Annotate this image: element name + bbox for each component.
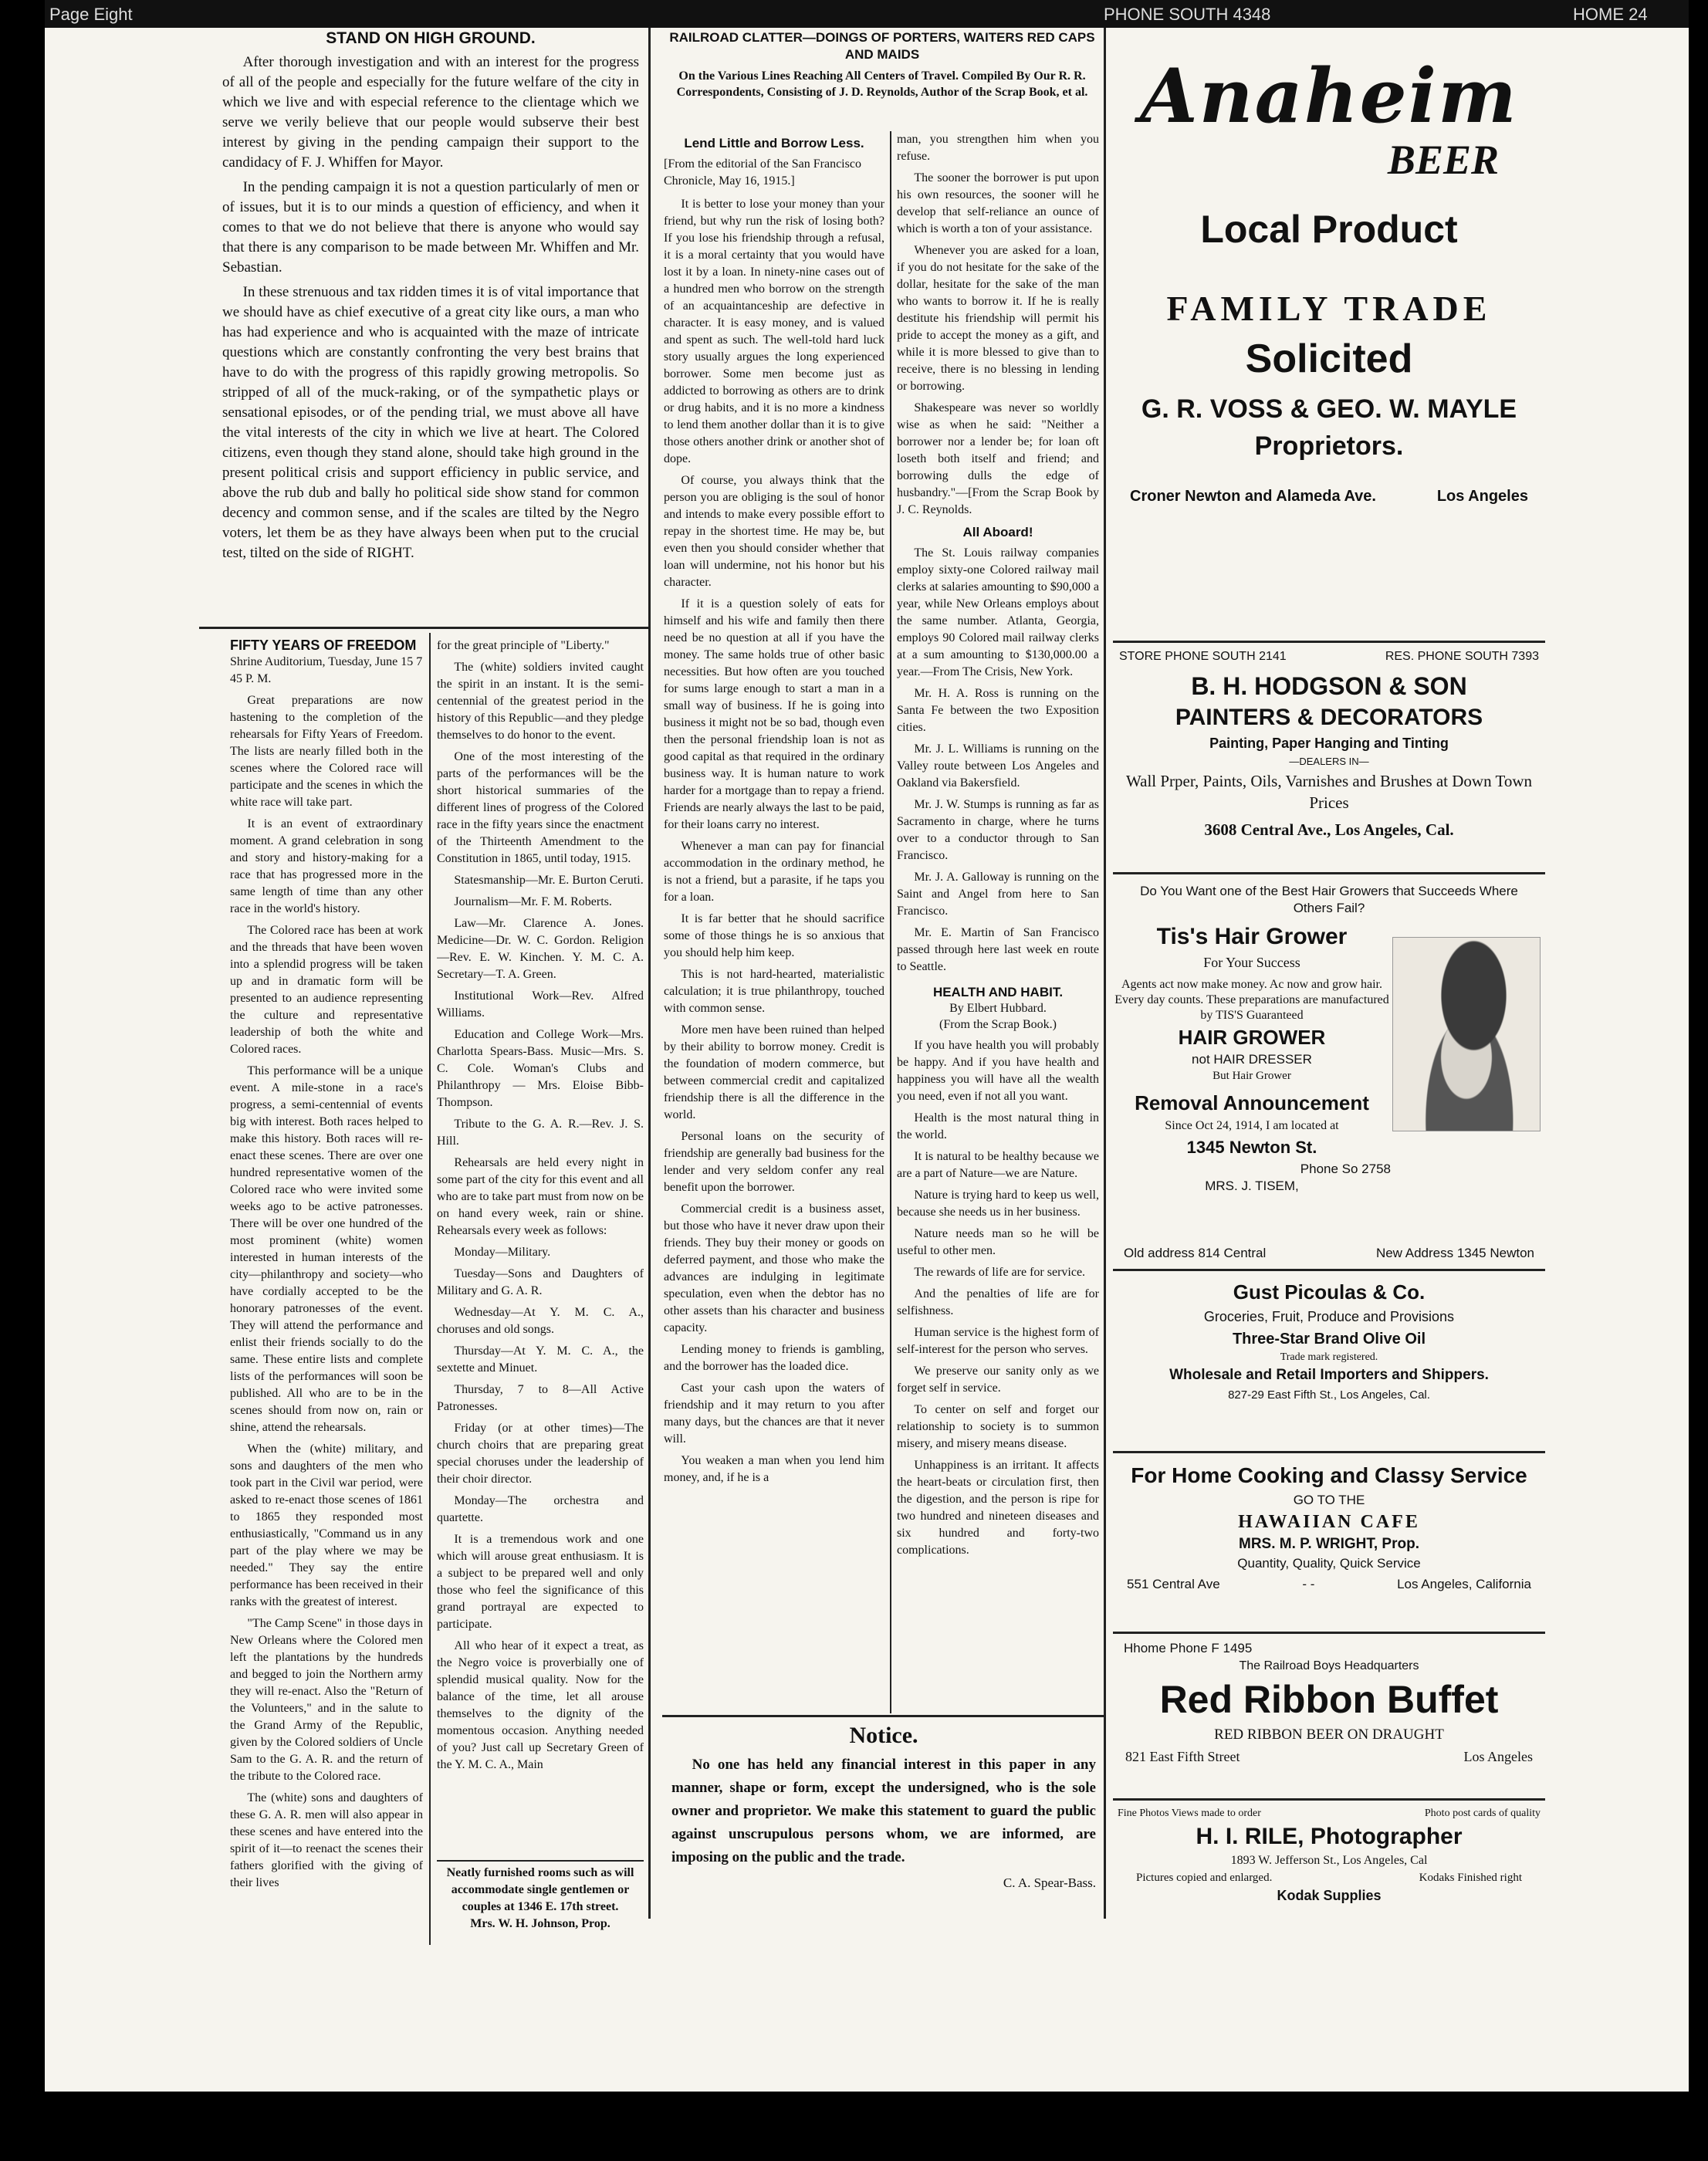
- red-ribbon-name: Red Ribbon Buffet: [1159, 1678, 1499, 1721]
- article-paragraph: Human service is the highest form of self-interest for the person who serves.: [897, 1326, 1099, 1356]
- article-paragraph: Personal loans on the security of friendship are generally bad business for the lender and very seldom confer any real benefit upon the borrower.: [664, 1130, 884, 1194]
- article-paragraph: Monday—The orchestra and quartette.: [437, 1494, 644, 1524]
- hair-new-address-2: New Address 1345 Newton: [1375, 1246, 1534, 1260]
- hawaiian-tag: Quantity, Quality, Quick Service: [1237, 1556, 1421, 1571]
- rooms-ad-text: Neatly furnished rooms such as will accommodate single gentlemen or couples at 1346 E. 17th street.: [446, 1866, 634, 1913]
- hodgson-address: 3608 Central Ave., Los Angeles, Cal.: [1204, 820, 1454, 839]
- lend-little-article: [664, 136, 884, 1710]
- phone-south: PHONE SOUTH 4348: [1104, 5, 1271, 24]
- editorial-paragraph: In the pending campaign it is not a question particularly of men or of issues, but it is to our minds a question of efficiency, and when it comes to that we do not believe that there is anyone who would say that there is any comparison to be made between Mr. Whiffen and Mr. Sebastian.: [222, 179, 639, 276]
- article-paragraph: This is not hard-hearted, materialistic calculation; it is true philanthropy, touched with common sense.: [664, 968, 884, 1015]
- article-paragraph: Monday—Military.: [454, 1246, 551, 1259]
- column-rule: [429, 633, 431, 1945]
- hodgson-name: B. H. HODGSON & SON: [1191, 672, 1467, 700]
- ad-rule: [1113, 1451, 1545, 1453]
- ad-rule: [1113, 641, 1545, 643]
- article-paragraph: One of the most interesting of the parts of the performances will be the short historical summaries of the different lines of progress of the Colored race in the fifty years since the enactment of the Thirteenth Amendment to the Constitution in 1865, until today, 1915.: [437, 750, 644, 865]
- red-ribbon-phone: Hhome Phone F 1495: [1124, 1641, 1253, 1655]
- hair-old-address: Old address 814 Central: [1124, 1246, 1267, 1260]
- railroad-right-column: [897, 131, 1099, 1713]
- gust-name: Gust Picoulas & Co.: [1233, 1280, 1426, 1304]
- ad-rule: [1113, 1798, 1545, 1801]
- article-paragraph: Mr. J. W. Stumps is running as far as Sacramento in charge, where he turns over to a conductor through to San Francisco.: [897, 798, 1099, 862]
- article-paragraph: Mr. J. A. Galloway is running on the Saint and Angel from here to San Francisco.: [897, 871, 1099, 918]
- anaheim-address: Croner Newton and Alameda Ave.: [1130, 488, 1376, 505]
- hawaiian-headline: For Home Cooking and Classy Service: [1131, 1463, 1527, 1487]
- solicited: Solicited: [1245, 336, 1413, 381]
- article-paragraph: Nature needs man so he will be useful to other men.: [897, 1227, 1099, 1257]
- article-paragraph: The sooner the borrower is put upon his own resources, the sooner will he develop that self-reliance an ounce of which is worth a ton of your assistance.: [897, 171, 1099, 235]
- gust-line2: Wholesale and Retail Importers and Shippers.: [1169, 1367, 1489, 1383]
- article-paragraph: When the (white) military, and sons and daughters of the men who took part in the Civil war period, were asked to re-enact those scenes of 1861 to 1865 they responded most enthusiastically, "Command us in any part of the play where we may be needed." They say the entire performance has been received in their ranks with the greatest of interest.: [230, 1442, 423, 1608]
- article-paragraph: Shakespeare was never so worldly wise as when he said: "Neither a borrower nor a lender be; for loan oft loseth both itself and friend; and borrowing dulls the edge of husbandry."—[From the Scrap Book by J. C. Reynolds.: [897, 401, 1099, 516]
- rile-pics: Pictures copied and enlarged.: [1136, 1872, 1273, 1884]
- article-paragraph: Great preparations are now hastening to the completion of the rehearsals for Fifty Years of Freedom. The lists are nearly filled both in the scenes where the Colored race will participate and the scenes in which the white race will take part.: [230, 694, 423, 809]
- article-paragraph: Commercial credit is a business asset, but those who have it never draw upon their friends. They buy their money or goods on deferred payment, and those who make the advances are indulging in legitimate speculation, even when the debtor has no other assets than his character and business capacity.: [664, 1202, 884, 1334]
- article-paragraph: Health is the most natural thing in the world.: [897, 1111, 1099, 1141]
- health-habit-source: (From the Scrap Book.): [939, 1018, 1057, 1031]
- gust-line1: Groceries, Fruit, Produce and Provisions: [1203, 1309, 1455, 1324]
- fifty-years-article: [230, 637, 423, 1934]
- notice-signature: C. A. Spear-Bass.: [1003, 1875, 1096, 1890]
- hair-agents: Agents act now make money. Ac now and grow hair. Every day counts. These preparations are manufactured by TIS'S Guaranteed: [1114, 978, 1389, 1022]
- article-paragraph: To center on self and forget our relationship to society is to summon misery, and misery means disease.: [897, 1403, 1099, 1450]
- hawaiian-cafe-ad: [1113, 1460, 1545, 1638]
- article-paragraph: If it is a question solely of eats for himself and his wife and family then there need be no question at all if you have the money. The same holds true of other basic necessities. But how often are you touched for sums large enough to start a man in a small way of business. If he is going into business it might not be so bad, though even then the personal friendship loan is not as good capital as that required in the ordinary business way. It is human nature to work harder for a mortgage than to repay a friend. Friends are nearly always the last to be paid, for their loans carry no interest.: [664, 597, 884, 831]
- family-trade: FAMILY TRADE: [1166, 289, 1492, 328]
- hair-for-success: For Your Success: [1203, 955, 1300, 970]
- column-rule: [890, 131, 891, 1713]
- hair-question: Do You Want one of the Best Hair Growers that Succeeds Where Others Fail?: [1140, 884, 1518, 915]
- article-paragraph: Mr. J. L. Williams is running on the Valley route between Los Angeles and Oakland via Bakersfield.: [897, 742, 1099, 790]
- article-paragraph: Education and College Work—Mrs. Charlotta Spears-Bass. Music—Mrs. S. C. Cole. Woman's Clubs and Philanthropy — Mrs. Eloise Bibb-Thompson.: [437, 1028, 644, 1109]
- railroad-subtitle: On the Various Lines Reaching All Centers of Travel. Compiled By Our R. R. Correspondents, Consisting of J. D. Reynolds, Author of the Scrap Book, et al.: [676, 69, 1088, 99]
- anaheim-brand-logo: Anaheim: [1140, 52, 1518, 140]
- hodgson-trade: PAINTERS & DECORATORS: [1175, 705, 1483, 730]
- article-paragraph: Thursday, 7 to 8—All Active Patronesses.: [437, 1383, 644, 1413]
- page-header-strip: [45, 0, 1689, 28]
- article-paragraph: More men have been ruined than helped by their ability to borrow money. Credit is the foundation of modern commerce, but between commercial credit and capitalized friendship there is all the difference in the world.: [664, 1023, 884, 1121]
- page-number: Page Eight: [49, 5, 133, 24]
- hair-owner: MRS. J. TISEM,: [1205, 1179, 1299, 1193]
- anaheim-beer-ad: [1113, 31, 1545, 633]
- article-paragraph: Friday (or at other times)—The church choirs that are preparing great special choruses under the leadership of their choir director.: [437, 1422, 644, 1486]
- hawaiian-dashes: - -: [1302, 1577, 1315, 1591]
- article-paragraph: Of course, you always think that the person you are obliging is the soul of honor and intends to make every possible effort to repay in the shortest time. He may be, but even then you should consider whether that loan will undermine, not his honor but his character.: [664, 474, 884, 589]
- article-paragraph: It is better to lose your money than your friend, but why run the risk of losing both? If you lose his friendship through a refusal, it is a moral certainty that you would have lost it by a loan. In ninety-nine cases out of a hundred men who borrow on the strength of an acquaintanceship are defective in character. It is easy money, and is valued and spent as such. The well-told hard luck story usually argues the long experienced borrower. Some men become just as addicted to borrowing as others are to drink or drug habits, and it is no more a kindness to lend them another dollar than it is to give those others another drink or another shot of dope.: [664, 198, 884, 465]
- editorial-paragraph: In these strenuous and tax ridden times it is of vital importance that we should have as chief executive of a great city like ours, a man who has had experience and who is acquainted with the maze of intricate questions which are constantly confronting the very best brains that have to do with the progress of this rapidly growing metropolis. So stripped of all of the muck-raking, or of the sympathetic plays or sensational episodes, or of the pending trial, we must above all have the vital interests of the city in which we live at heart. The Colored citizens, even though they stand alone, should take high ground in the present political crisis and support efficiency in public service, and above the rub dub and bally ho political side show stand for common decency and common sense, and if the scales are tilted by the Negro voters, let them be as they have always been when put to the crucial test, tilted on the side of RIGHT.: [222, 284, 639, 561]
- article-paragraph: All who hear of it expect a treat, as the Negro voice is proverbially one of splendid musical quality. Now for the balance of the time, let all arouse themselves to the dignity of the momentous occasion. Anything needed of you? Just call up Secretary Green of the Y. M. C. A., Main: [437, 1639, 644, 1771]
- article-paragraph: Institutional Work—Rev. Alfred Williams.: [437, 989, 644, 1020]
- fifty-years-title: FIFTY YEARS OF FREEDOM: [230, 637, 417, 653]
- article-paragraph: Law—Mr. Clarence A. Jones. Medicine—Dr. W. C. Gordon. Religion—Rev. E. W. Kinchen. Y. M. C. A. Secretary—T. A. Green.: [437, 917, 644, 981]
- notice-text: No one has held any financial interest in this paper in any manner, shape or form, except the undersigned, who is the sole owner and proprietor. We make this statement to guard the public against unscrupulous persons whom, we are informed, are imposing on the public and the trade.: [671, 1757, 1096, 1865]
- hawaiian-city: Los Angeles, California: [1397, 1577, 1531, 1591]
- newspaper-page: [45, 0, 1689, 2092]
- article-paragraph: This performance will be a unique event. A mile-stone in a race's progress, a semi-centennial of events big with interest. Both races helped to make this history. Both races will re-enact these scenes. There are over one hundred representative women of the Colored race who were invited some weeks ago to be active patronesses. There will be over one hundred of the most prominent (white) women interested in human interests of the city—philanthropy and society—who have cordially accepted to be the honorary patronesses of the event. They will attend the performance and enlist their friends socially to do the same. These entire lists and complete lists of the performances will soon be published. All who are to be in the scenes should from now on, rain or shine, attend the rehearsals.: [230, 1064, 423, 1434]
- ad-column: [1113, 31, 1545, 1929]
- home-number: HOME 24: [1573, 5, 1648, 24]
- anaheim-proprietors: Proprietors.: [1254, 431, 1404, 461]
- red-ribbon-city: Los Angeles: [1463, 1749, 1533, 1764]
- article-paragraph: Whenever you are asked for a loan, if you do not hesitate for the sake of the dollar, hesitate for the sake of the man who wants to borrow it. If he is really destitute his friendship will permit his pride to accept the money as a gift, and while it is more blessed to give than to receive, there is no blessing in lending or borrowing.: [897, 244, 1099, 393]
- rile-supplies: Kodak Supplies: [1277, 1888, 1382, 1903]
- railroad-title: RAILROAD CLATTER—DOINGS OF PORTERS, WAITERS RED CAPS AND MAIDS: [669, 30, 1095, 62]
- hodgson-services: Painting, Paper Hanging and Tinting: [1209, 736, 1449, 751]
- article-paragraph: Thursday—At Y. M. C. A., the sextette and Minuet.: [437, 1344, 644, 1375]
- all-aboard-title: All Aboard!: [962, 525, 1033, 539]
- article-paragraph: It is a tremendous work and one which will arouse great enthusiasm. It is a subject to be prepared well and only those who feel the significance of this grand portrayal are expected to participate.: [437, 1533, 644, 1631]
- editorial-title: STAND ON HIGH GROUND.: [326, 29, 536, 47]
- article-paragraph: Lending money to friends is gambling, and the borrower has the loaded dice.: [664, 1343, 884, 1373]
- store-phone: STORE PHONE SOUTH 2141: [1119, 650, 1287, 663]
- article-paragraph: It is an event of extraordinary moment. A grand celebration in song and story and history-making for a race that has progressed more in the same length of time than any other race in the world's history.: [230, 817, 423, 915]
- article-paragraph: Mr. H. A. Ross is running on the Santa Fe between the two Exposition cities.: [897, 687, 1099, 734]
- article-paragraph: If you have health you will probably be happy. And if you have health and happiness you will have all the wealth you need, even if not all you want.: [897, 1039, 1099, 1103]
- fifty-years-continued: [437, 637, 644, 1919]
- rile-photographer-ad: [1113, 1806, 1545, 1929]
- anaheim-owners: G. R. VOSS & GEO. W. MAYLE: [1141, 394, 1517, 424]
- editorial-article: [222, 29, 639, 624]
- article-paragraph: Cast your cash upon the waters of friendship and it may return to you after many days, but the chances are that it never will.: [664, 1381, 884, 1446]
- rile-name: H. I. RILE, Photographer: [1196, 1824, 1463, 1849]
- railroad-header: [662, 29, 1102, 128]
- hawaiian-address: 551 Central Ave: [1127, 1577, 1220, 1591]
- article-paragraph: It is far better that he should sacrifice some of those things he is so anxious that you should help him keep.: [664, 912, 884, 959]
- hawaiian-go: GO TO THE: [1293, 1493, 1365, 1507]
- hawaiian-name: HAWAIIAN CAFE: [1238, 1512, 1420, 1532]
- hawaiian-prop: MRS. M. P. WRIGHT, Prop.: [1239, 1536, 1419, 1552]
- article-paragraph: It is natural to be healthy because we are a part of Nature—we are Nature.: [897, 1150, 1099, 1180]
- lend-little-title: Lend Little and Borrow Less.: [684, 136, 864, 150]
- article-paragraph: We preserve our sanity only as we forget self in service.: [897, 1365, 1099, 1395]
- health-habit-byline: By Elbert Hubbard.: [949, 1002, 1047, 1015]
- rooms-ad: [437, 1860, 644, 1934]
- res-phone: RES. PHONE SOUTH 7393: [1385, 650, 1539, 663]
- section-rule: [199, 627, 648, 629]
- rooms-ad-signature: Mrs. W. H. Johnson, Prop.: [470, 1917, 610, 1930]
- article-paragraph: "The Camp Scene" in those days in New Orleans where the Colored men left the plantations by the hundreds and begged to join the Northern army they will re-enact. Also the "Return of the Volunteers," and in the salute to the Grand Army of the Republic, given by the Colored soldiers of Uncle Sam to the G. A. R. and the return of the tribute to the Colored race.: [230, 1617, 423, 1783]
- hair-grower-ad: [1113, 883, 1545, 1284]
- gust-picoulas-ad: [1113, 1278, 1545, 1440]
- local-product: Local Product: [1200, 208, 1458, 251]
- ad-rule: [1113, 1632, 1545, 1634]
- hair-since: Since Oct 24, 1914, I am located at: [1165, 1119, 1339, 1132]
- rile-address: 1893 W. Jefferson St., Los Angeles, Cal: [1230, 1854, 1428, 1867]
- article-paragraph: Wednesday—At Y. M. C. A., choruses and old songs.: [437, 1306, 644, 1336]
- article-paragraph: Statesmanship—Mr. E. Burton Ceruti.: [454, 874, 644, 887]
- gust-brand: Three-Star Brand Olive Oil: [1232, 1331, 1426, 1348]
- hodgson-goods: Wall Prper, Paints, Oils, Varnishes and Brushes at Down Town Prices: [1125, 772, 1532, 812]
- notice-title: Notice.: [849, 1723, 918, 1748]
- article-paragraph: And the penalties of life are for selfishness.: [897, 1287, 1099, 1317]
- article-paragraph: Whenever a man can pay for financial accommodation in the ordinary method, he is not a friend, but a parasite, if he taps you for a loan.: [664, 840, 884, 904]
- article-paragraph: Nature is trying hard to keep us well, because she needs us in her business.: [897, 1189, 1099, 1219]
- hair-grower-label: HAIR GROWER: [1178, 1026, 1326, 1049]
- hair-new-address: 1345 Newton St.: [1186, 1138, 1317, 1157]
- rile-kodaks: Kodaks Finished right: [1419, 1872, 1522, 1884]
- hair-product: Tis's Hair Grower: [1156, 924, 1348, 949]
- rile-left: Fine Photos Views made to order: [1118, 1808, 1261, 1819]
- hair-not-dresser: not HAIR DRESSER: [1192, 1052, 1312, 1067]
- rile-right: Photo post cards of quality: [1424, 1808, 1541, 1819]
- article-paragraph: The St. Louis railway companies employ sixty-one Colored railway mail clerks at salaries amounting to $90,000 a year, while New Orleans employs about the same number. Atlanta, Georgia, employs 90 Colored mail railway clerks at a sum amounting to $130,000.00 a year.—From The Crisis, New York.: [897, 546, 1099, 678]
- woman-portrait-image: [1392, 937, 1541, 1131]
- article-paragraph: man, you strengthen him when you refuse.: [897, 133, 1099, 163]
- article-paragraph: You weaken a man when you lend him money, and, if he is a: [664, 1454, 884, 1484]
- article-paragraph: The (white) sons and daughters of these G. A. R. men will also appear in these scenes and have entered into the spirit of it—to reenact the scenes their fathers glorified with the giving of their lives: [230, 1791, 423, 1889]
- hodgson-dealers: —DEALERS IN—: [1289, 756, 1369, 767]
- article-paragraph: Mr. E. Martin of San Francisco passed through here last week en route to Seattle.: [897, 926, 1099, 973]
- anaheim-city: Los Angeles: [1436, 488, 1528, 505]
- notice-box: [671, 1723, 1096, 1931]
- ad-rule: [1113, 872, 1545, 874]
- ad-rule: [1113, 1269, 1545, 1271]
- hair-phone: Phone So 2758: [1300, 1162, 1391, 1176]
- gust-trademark: Trade mark registered.: [1280, 1351, 1378, 1363]
- red-ribbon-address: 821 East Fifth Street: [1125, 1749, 1240, 1764]
- notice-rule: [662, 1715, 1104, 1717]
- column-rule: [648, 28, 651, 1919]
- article-paragraph: Tribute to the G. A. R.—Rev. J. S. Hill.: [437, 1118, 644, 1148]
- hodgson-ad: [1113, 650, 1545, 897]
- lend-little-source: [From the editorial of the San Francisco Chronicle, May 16, 1915.]: [664, 157, 861, 188]
- article-paragraph: The Colored race has been at work and the threads that have been woven into a splendid progress will be taken up and in dramatic form will be presented to an audience representing the culture and representative leadership of both the white and Colored races.: [230, 924, 423, 1056]
- article-paragraph: Tuesday—Sons and Daughters of Military and G. A. R.: [437, 1267, 644, 1297]
- article-paragraph: Journalism—Mr. F. M. Roberts.: [454, 895, 612, 908]
- hair-removal: Removal Announcement: [1135, 1091, 1369, 1114]
- health-habit-title: HEALTH AND HABIT.: [932, 985, 1064, 999]
- gust-address: 827-29 East Fifth St., Los Angeles, Cal.: [1228, 1388, 1430, 1402]
- editorial-paragraph: After thorough investigation and with an interest for the progress of all of the people and especially for the future welfare of the city in which we live and with especial reference to the clientage which we serve we verily believe that our people would subserve their best interest by giving in the pending campaign their support to the candidacy of F. J. Whiffen for Mayor.: [222, 54, 639, 171]
- anaheim-beer-logo: BEER: [1387, 137, 1499, 183]
- article-paragraph: for the great principle of "Liberty.": [437, 639, 610, 652]
- article-paragraph: The rewards of life are for service.: [914, 1266, 1086, 1279]
- red-ribbon-beer: RED RIBBON BEER ON DRAUGHT: [1214, 1726, 1444, 1743]
- article-paragraph: Rehearsals are held every night in some part of the city for this event and all who are to take part must from now on be on hand every week, rain or shine. Rehearsals every week as follows:: [437, 1156, 644, 1237]
- hair-but-grower: But Hair Grower: [1213, 1070, 1291, 1082]
- fifty-years-subtitle: Shrine Auditorium, Tuesday, June 15 7 45 P. M.: [230, 655, 423, 685]
- red-ribbon-tag: The Railroad Boys Headquarters: [1239, 1659, 1419, 1672]
- article-paragraph: Unhappiness is an irritant. It affects the heart-beats or circulation first, then the digestion, and the person is ripe for two hundred and nineteen diseases and six hundred and forty-two complications.: [897, 1459, 1099, 1557]
- red-ribbon-ad: [1113, 1639, 1545, 1809]
- article-paragraph: The (white) soldiers invited caught the spirit in an instant. It is the semi-centennial of the greatest period in the history of this Republic—and they pledge themselves to do honor to the event.: [437, 661, 644, 742]
- column-rule: [1104, 28, 1106, 1919]
